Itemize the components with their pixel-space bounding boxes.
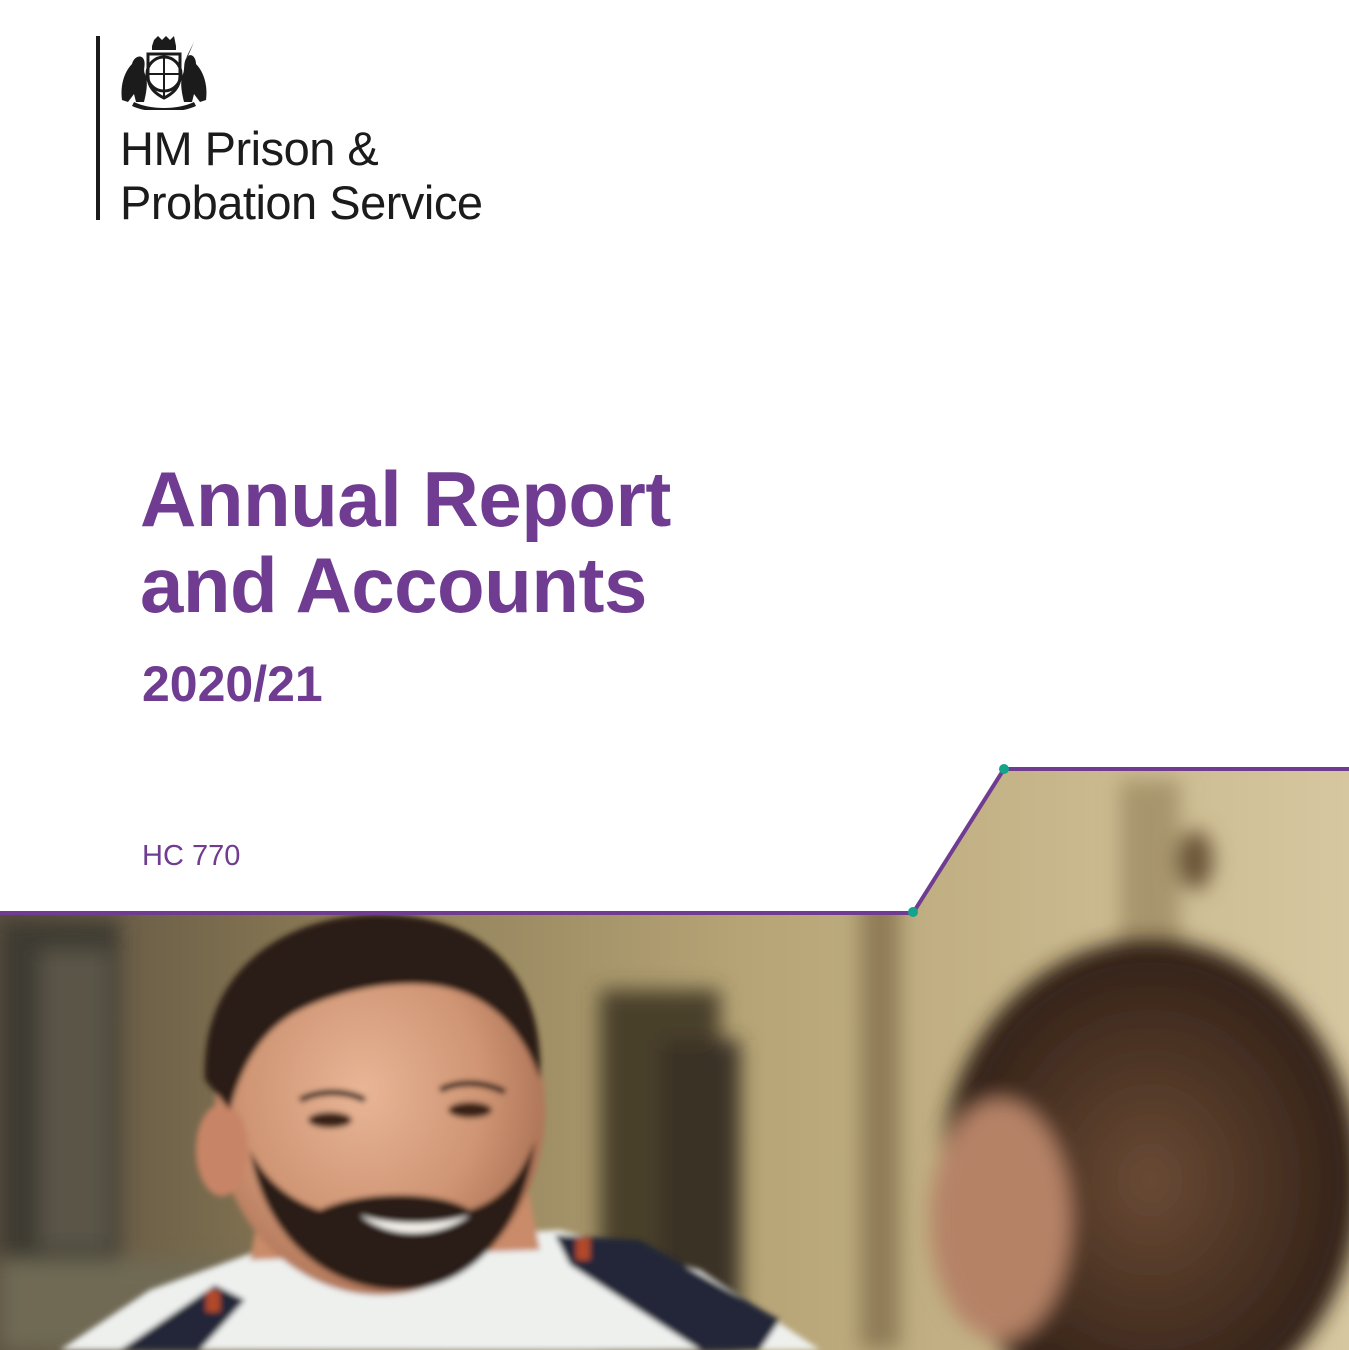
organisation-name-line-1: HM Prison & (120, 122, 379, 175)
report-title (140, 456, 671, 628)
report-reference: HC 770 (142, 840, 241, 872)
organisation-name-line-2: Probation Service (120, 176, 483, 229)
report-title-line-1: Annual Report (140, 455, 671, 543)
organisation-name (120, 122, 482, 230)
royal-coat-of-arms-icon (116, 36, 212, 110)
report-year: 2020/21 (142, 656, 323, 712)
logo-divider (96, 36, 100, 220)
report-title-line-2: and Accounts (140, 541, 647, 629)
